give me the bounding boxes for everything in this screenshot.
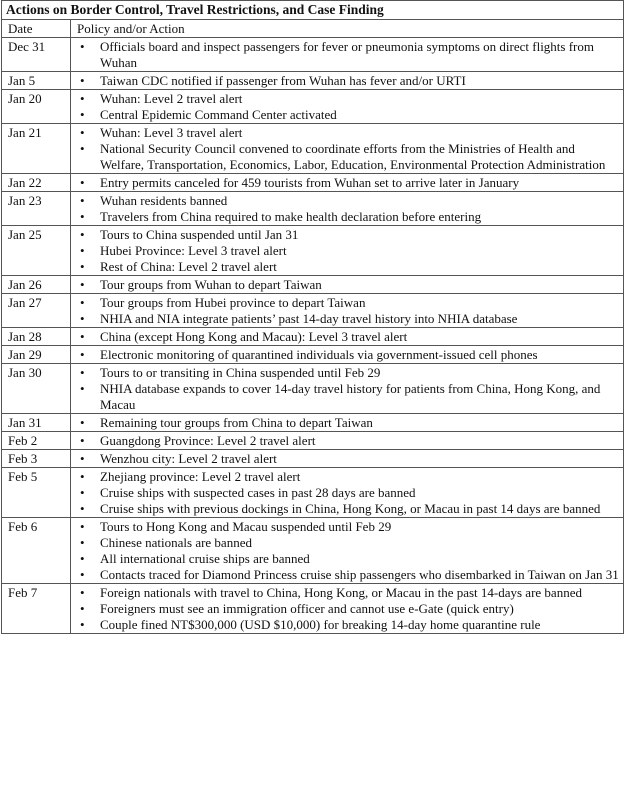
table-row [2,124,624,174]
action-item: • Wuhan residents banned [71,193,619,209]
action-item: • Foreign nationals with travel to China, Hong Kong, or Macau in the past 14-days are banned [71,585,619,601]
table-row [2,38,624,72]
action-item: • Foreigners must see an immigration officer and cannot use e-Gate (quick entry) [71,601,619,617]
border-control-table [1,0,624,634]
table-row [2,276,624,294]
row-date: Feb 3 [2,450,71,468]
row-date: Jan 21 [2,124,71,174]
action-list [71,328,623,345]
action-list [71,346,623,363]
action-item: • Taiwan CDC notified if passenger from Wuhan has fever and/or URTI [71,73,619,89]
action-column-header: Policy and/or Action [71,20,624,38]
row-actions [71,432,624,450]
row-date: Jan 28 [2,328,71,346]
action-list [71,192,623,225]
table-row [2,518,624,584]
row-date: Dec 31 [2,38,71,72]
row-date: Feb 6 [2,518,71,584]
action-item: • Guangdong Province: Level 2 travel alert [71,433,619,449]
row-actions [71,584,624,634]
action-list [71,518,623,583]
row-date: Jan 30 [2,364,71,414]
action-item: • Wuhan: Level 2 travel alert [71,91,619,107]
row-actions [71,174,624,192]
table-body [2,38,624,634]
action-item: • China (except Hong Kong and Macau): Level 3 travel alert [71,329,619,345]
date-column-header: Date [2,20,71,38]
action-list [71,124,623,173]
action-item: • Tour groups from Hubei province to depart Taiwan [71,295,619,311]
row-date: Feb 5 [2,468,71,518]
row-date: Feb 2 [2,432,71,450]
action-list [71,364,623,413]
action-item: • Cruise ships with previous dockings in China, Hong Kong, or Macau in past 14 days are banned [71,501,619,517]
row-date: Jan 22 [2,174,71,192]
row-actions [71,38,624,72]
action-item: • Rest of China: Level 2 travel alert [71,259,619,275]
action-item: • Travelers from China required to make health declaration before entering [71,209,619,225]
row-actions [71,90,624,124]
action-item: • Couple fined NT$300,000 (USD $10,000) for breaking 14-day home quarantine rule [71,617,619,633]
action-list [71,294,623,327]
action-item: • Tours to or transiting in China suspended until Feb 29 [71,365,619,381]
table-row [2,414,624,432]
row-date: Jan 31 [2,414,71,432]
table-row [2,346,624,364]
action-item: • Entry permits canceled for 459 tourists from Wuhan set to arrive later in January [71,175,619,191]
row-actions [71,518,624,584]
action-list [71,584,623,633]
row-actions [71,124,624,174]
row-actions [71,328,624,346]
table-row [2,450,624,468]
table-row [2,468,624,518]
action-item: • Central Epidemic Command Center activated [71,107,619,123]
row-actions [71,364,624,414]
action-item: • Chinese nationals are banned [71,535,619,551]
table-title: Actions on Border Control, Travel Restrictions, and Case Finding [2,1,624,20]
table-row [2,364,624,414]
action-list [71,38,623,71]
row-actions [71,72,624,90]
row-date: Jan 25 [2,226,71,276]
action-item: • Officials board and inspect passengers for fever or pneumonia symptoms on direct flights from Wuhan [71,39,619,71]
row-actions [71,226,624,276]
table-row [2,174,624,192]
row-date: Jan 23 [2,192,71,226]
action-item: • Remaining tour groups from China to depart Taiwan [71,415,619,431]
action-list [71,90,623,123]
action-list [71,72,623,89]
action-item: • Wuhan: Level 3 travel alert [71,125,619,141]
row-actions [71,346,624,364]
action-item: • Cruise ships with suspected cases in past 28 days are banned [71,485,619,501]
row-date: Jan 27 [2,294,71,328]
action-item: • Zhejiang province: Level 2 travel alert [71,469,619,485]
action-list [71,276,623,293]
table-row [2,90,624,124]
table-row [2,432,624,450]
action-list [71,414,623,431]
row-date: Jan 5 [2,72,71,90]
row-actions [71,414,624,432]
row-actions [71,468,624,518]
row-date: Jan 29 [2,346,71,364]
action-list [71,174,623,191]
row-date: Jan 26 [2,276,71,294]
action-item: • Electronic monitoring of quarantined individuals via government-issued cell phones [71,347,619,363]
table-row [2,192,624,226]
action-item: • National Security Council convened to coordinate efforts from the Ministries of Health and Welfare, Transportation, Economics, Labor, Education, Environmental Protection Administration [71,141,619,173]
table-row [2,226,624,276]
row-date: Jan 20 [2,90,71,124]
row-actions [71,294,624,328]
action-list [71,226,623,275]
action-list [71,450,623,467]
action-list [71,432,623,449]
action-item: • NHIA database expands to cover 14-day travel history for patients from China, Hong Kong, and Macau [71,381,619,413]
action-item: • Tours to Hong Kong and Macau suspended until Feb 29 [71,519,619,535]
row-date: Feb 7 [2,584,71,634]
table-row [2,72,624,90]
action-item: • Tour groups from Wuhan to depart Taiwan [71,277,619,293]
row-actions [71,276,624,294]
table-row [2,584,624,634]
action-list [71,468,623,517]
action-item: • Wenzhou city: Level 2 travel alert [71,451,619,467]
row-actions [71,192,624,226]
action-item: • NHIA and NIA integrate patients’ past 14-day travel history into NHIA database [71,311,619,327]
table-row [2,328,624,346]
action-item: • Hubei Province: Level 3 travel alert [71,243,619,259]
action-item: • Contacts traced for Diamond Princess cruise ship passengers who disembarked in Taiwan on Jan 31 [71,567,619,583]
action-item: • All international cruise ships are banned [71,551,619,567]
action-item: • Tours to China suspended until Jan 31 [71,227,619,243]
row-actions [71,450,624,468]
table-row [2,294,624,328]
